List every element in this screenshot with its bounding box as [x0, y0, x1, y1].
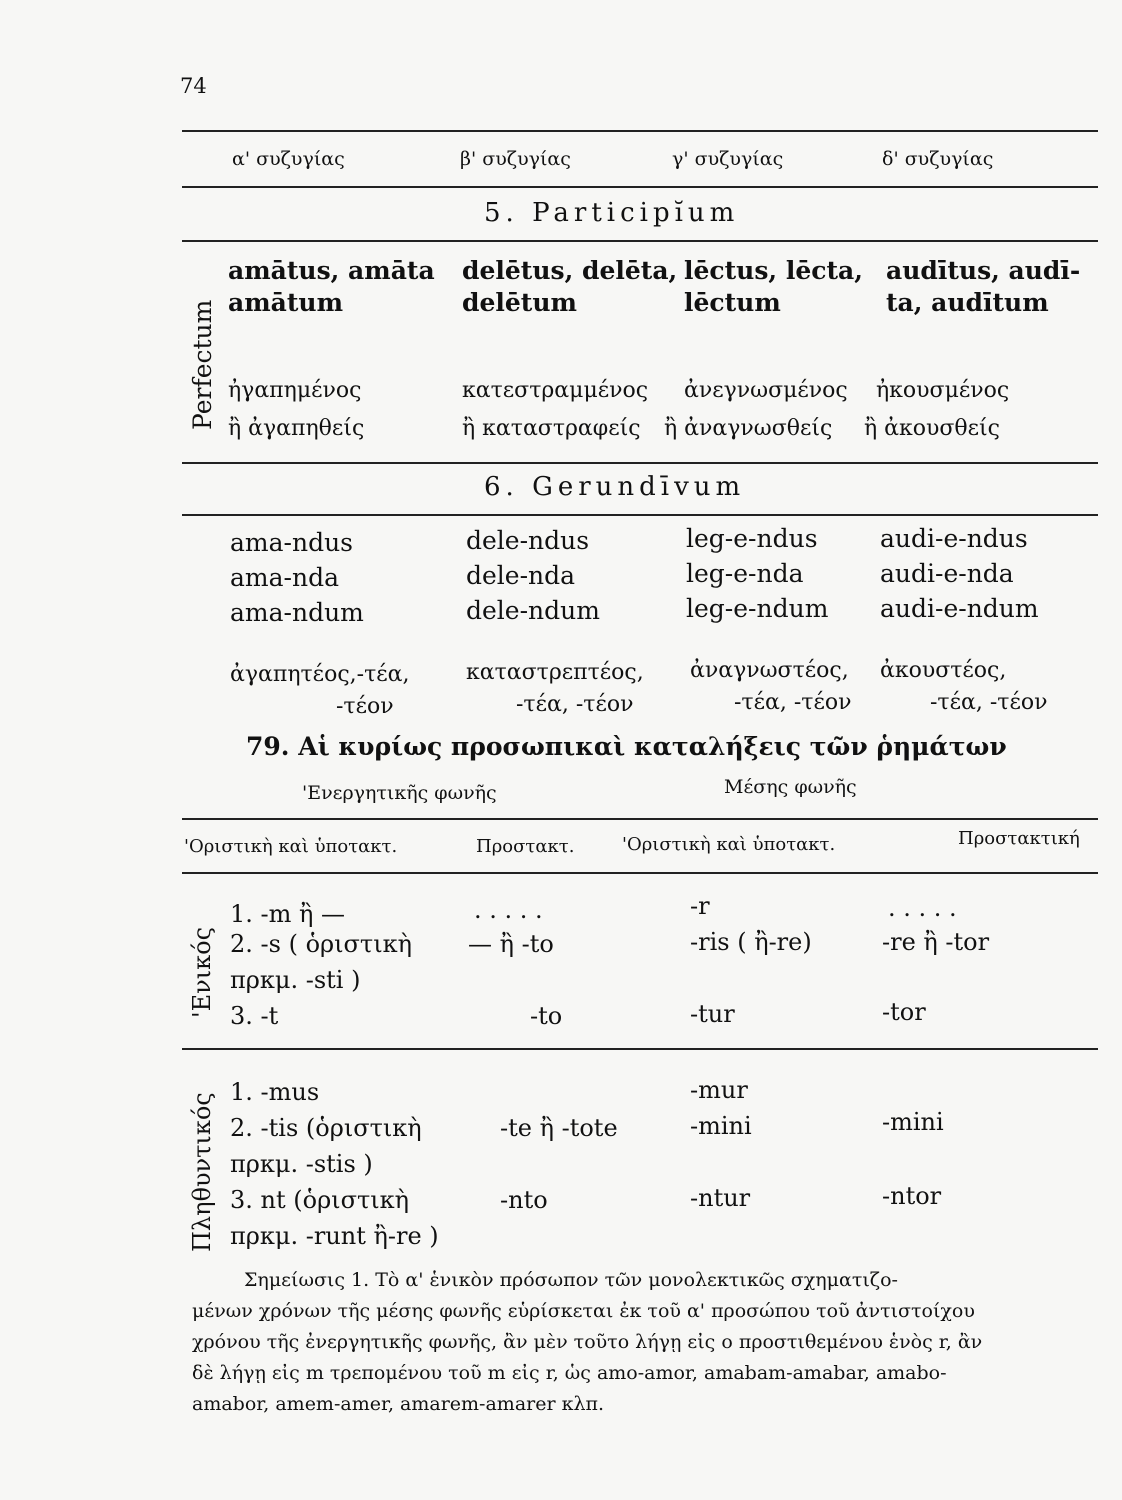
ending-middle-indicative: -mini [690, 1112, 752, 1140]
ending-middle-indicative: -ntur [690, 1184, 751, 1212]
gerundive-latin: ama-ndum [230, 598, 364, 627]
gerundive-latin: leg-e-ndus [686, 524, 818, 553]
gerundive-greek: -τέον [336, 694, 394, 719]
participle-latin: amātus, amāta [228, 256, 435, 285]
ending-middle-indicative: -ris ( ἢ-re) [690, 928, 812, 956]
gerundive-greek: -τέα, -τέον [516, 692, 634, 717]
rule [182, 872, 1098, 874]
plural-side-label: Πληθυντικός [188, 1092, 216, 1252]
gerundive-greek: ἀναγνωστέος, [690, 658, 849, 683]
participle-greek: ἢ ἀκουσθείς [864, 416, 1001, 441]
rule [182, 240, 1098, 242]
ending-active-indicative: 3. nt (ὁριστικὴ [230, 1186, 410, 1214]
ending-middle-imperative: -ntor [882, 1182, 942, 1210]
ending-active-indicative: 2. -s ( ὁριστικὴ [230, 930, 412, 958]
ending-active-imperative: — ἢ -to [468, 930, 554, 958]
ending-active-imperative: -nto [500, 1186, 548, 1214]
conj-header-3: γ' συζυγίας [672, 148, 784, 170]
conj-header-4: δ' συζυγίας [882, 148, 994, 170]
gerundive-latin: dele-ndum [466, 596, 600, 625]
participle-latin: audītus, audī- [886, 256, 1081, 285]
gerundive-latin: dele-ndus [466, 526, 590, 555]
gerundive-latin: audi-e-ndus [880, 524, 1028, 553]
rule [182, 1048, 1098, 1050]
voice-middle: Μέσης φωνῆς [724, 776, 857, 798]
gerundive-latin: leg-e-nda [686, 559, 804, 588]
perfectum-side-label: Perfectum [188, 299, 217, 430]
ending-active-indicative: πρκμ. -sti ) [230, 966, 361, 994]
ending-active-imperative: -te ἢ -tote [500, 1114, 618, 1142]
participle-latin: lēctum [684, 288, 781, 317]
gerundive-greek: -τέα, -τέον [734, 690, 852, 715]
participle-latin: ta, audītum [886, 288, 1049, 317]
gerundive-latin: ama-ndus [230, 528, 353, 557]
note-line: μένων χρόνων τῆς μέσης φωνῆς εὑρίσκεται ἐκ τοῦ α' προσώπου τοῦ ἀντιστοίχου [192, 1300, 975, 1322]
participle-latin: lēctus, lēcta, [684, 256, 863, 285]
participle-greek: κατεστραμμένος [462, 378, 649, 403]
participle-greek: ἠγαπημένος [228, 378, 362, 403]
participle-greek: ἢ καταστραφείς [462, 416, 641, 441]
ending-active-indicative: 2. -tis (ὁριστικὴ [230, 1114, 422, 1142]
ending-middle-imperative: -mini [882, 1108, 944, 1136]
gerundive-latin: audi-e-ndum [880, 594, 1039, 623]
ending-middle-indicative: -mur [690, 1076, 748, 1104]
rule [182, 514, 1098, 516]
ending-middle-indicative: -r [690, 892, 710, 920]
gerundive-latin: leg-e-ndum [686, 594, 829, 623]
note-line: Σημείωσις 1. Τὸ α' ἑνικὸν πρόσωπον τῶν μονολεκτικῶς σχηματιζο- [244, 1269, 898, 1291]
participle-latin: delētum [462, 288, 577, 317]
ending-active-imperative: -to [530, 1002, 563, 1030]
ending-active-imperative: . . . . . [474, 896, 543, 924]
participle-latin: amātum [228, 288, 344, 317]
mood-header-2: Προστακτ. [476, 836, 575, 857]
mood-header-4: Προστακτική [958, 828, 1080, 849]
section-title-gerundivum: 6. Gerundīvum [484, 472, 746, 502]
participle-greek: ἢ ἀγαπηθείς [228, 416, 365, 441]
ending-active-indicative: 1. -mus [230, 1078, 320, 1106]
gerundive-greek: -τέα, -τέον [930, 690, 1048, 715]
section-79-heading: 79. Αἱ κυρίως προσωπικαὶ καταλήξεις τῶν ῥημάτων [246, 732, 1007, 761]
participle-latin: delētus, delēta, [462, 256, 678, 285]
participle-greek: ἠκουσμένος [876, 378, 1010, 403]
section-title-participium: 5. Participĭum [484, 198, 740, 228]
gerundive-greek: ἀγαπητέος,-τέα, [230, 662, 410, 687]
mood-header-3: 'Οριστικὴ καὶ ὑποτακτ. [622, 834, 836, 855]
note-line: amabor, amem-amer, amarem-amarer κλπ. [192, 1393, 605, 1415]
gerundive-latin: ama-nda [230, 563, 339, 592]
ending-active-indicative: πρκμ. -runt ἢ-re ) [230, 1222, 439, 1250]
gerundive-latin: dele-nda [466, 561, 576, 590]
gerundive-greek: ἀκουστέος, [880, 658, 1007, 683]
mood-header-1: 'Οριστικὴ καὶ ὑποτακτ. [184, 836, 398, 857]
rule [182, 186, 1098, 188]
ending-active-indicative: 3. -t [230, 1002, 279, 1030]
ending-middle-imperative: . . . . . [888, 894, 957, 922]
gerundive-greek: καταστρεπτέος, [466, 660, 644, 685]
rule [182, 462, 1098, 464]
ending-middle-imperative: -re ἢ -tor [882, 928, 990, 956]
conj-header-2: β' συζυγίας [460, 148, 571, 170]
singular-side-label: 'Ενικός [188, 926, 216, 1018]
conj-header-1: α' συζυγίας [232, 148, 345, 170]
rule [182, 130, 1098, 132]
page-number: 74 [180, 74, 207, 98]
voice-active: 'Ενεργητικῆς φωνῆς [302, 782, 497, 804]
ending-active-indicative: 1. -m ἢ — [230, 900, 346, 928]
rule [182, 818, 1098, 820]
gerundive-latin: audi-e-nda [880, 559, 1014, 588]
participle-greek: ἀνεγνωσμένος [684, 378, 848, 403]
note-line: χρόνου τῆς ἐνεργητικῆς φωνῆς, ἂν μὲν τοῦτο λήγῃ εἰς o προστιθεμένου ἑνὸς r, ἂν [192, 1331, 983, 1353]
ending-middle-imperative: -tor [882, 998, 926, 1026]
ending-active-indicative: πρκμ. -stis ) [230, 1150, 373, 1178]
ending-middle-indicative: -tur [690, 1000, 735, 1028]
note-line: δὲ λήγῃ εἰς m τρεπομένου τοῦ m εἰς r, ὡς amo-amor, amabam-amabar, amabo- [192, 1362, 947, 1384]
participle-greek: ἢ ἀναγνωσθείς [664, 416, 833, 441]
